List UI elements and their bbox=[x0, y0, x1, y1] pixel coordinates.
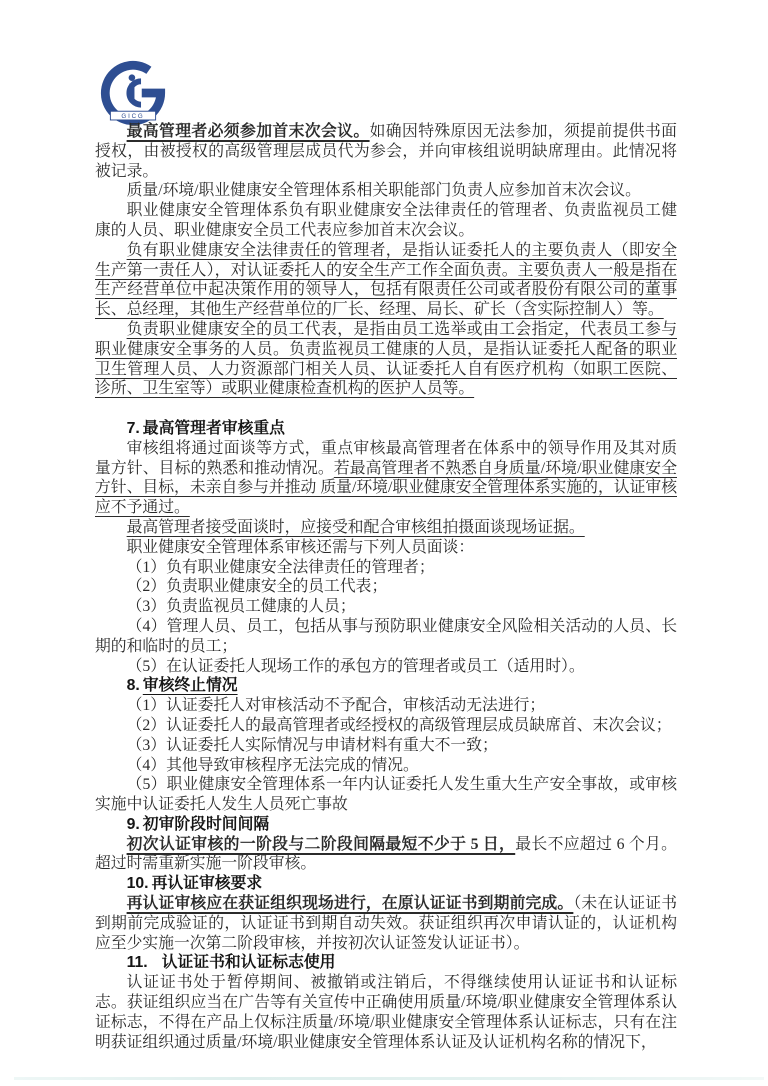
section-title: 最高管理者审核重点 bbox=[142, 419, 285, 437]
section-title: 初审阶段时间间隔 bbox=[142, 815, 270, 833]
underlined-text-run: 最高管理者接受面谈时，应接受和配合审核组拍摄面谈现场证据。 bbox=[126, 518, 585, 536]
gicg-logo-icon bbox=[96, 58, 170, 128]
section-11-heading bbox=[95, 953, 677, 973]
text-run: 如确因特殊原因无法参加，须提前提供书面授权，由被授权的高级管理层成员代为参会，并向审核组说明缺席理由。此情况将被记录。 bbox=[95, 123, 677, 180]
section-number: 8. bbox=[126, 677, 140, 695]
paragraph-top-management-audit-focus bbox=[95, 439, 677, 518]
paragraph-top-management-attendance bbox=[95, 122, 677, 181]
text-run: 审核组将通过面谈等方式，重点审核最高管理者在体系中的领导作用及其对质量方针、目标的熟悉和推动情况。 bbox=[95, 439, 677, 477]
list-item: （3）负责监视员工健康的人员； bbox=[126, 598, 356, 616]
section-number: 11. bbox=[126, 954, 148, 972]
list-item: （3）认证委托人实际情况与申请材料有重大不一致； bbox=[126, 736, 498, 754]
list-item: （4）管理人员、员工，包括从事与预防职业健康安全风险相关活动的人员、长期的和临时的员工； bbox=[95, 617, 677, 655]
scan-artifact-line bbox=[14, 1077, 764, 1080]
logo-i-stem bbox=[129, 84, 134, 102]
paragraph-recertification bbox=[95, 894, 677, 953]
underlined-text-run: 负有职业健康安全法律责任的管理者，是指认证委托人的主要负责人（即安全生产第一责任人），对认证委托人的安全生产工作全面负责。主要负责人一般是指在生产经营单位中起决策作用的领导人，包括有限责任公司或者股份有限公司的董事长、总经理，其他生产经营单位的厂长、经理、局长、矿长（含实际控制人）等。 bbox=[95, 241, 677, 319]
paragraph-interview-evidence bbox=[95, 518, 677, 538]
logo-text: GICG bbox=[121, 113, 145, 121]
gicg-logo bbox=[96, 58, 170, 128]
section-title: 认证证书和认证标志使用 bbox=[161, 954, 336, 972]
paragraph-employee-rep-definition bbox=[95, 320, 677, 399]
underlined-text-run: 若最高管理者不熟悉自身质量/环境/职业健康安全方针、目标，未亲自参与并推动 质量/环境/职业健康安全管理体系实施的，认证审核应不予通过。 bbox=[95, 459, 677, 517]
emphasized-text-run: 再认证审核应在获证组织现场进行，在原认证证书到期前完成。 bbox=[126, 895, 574, 913]
list-item: （1）认证委托人对审核活动不予配合，审核活动无法进行； bbox=[126, 697, 546, 715]
list-item: （4）其他导致审核程序无法完成的情况。 bbox=[126, 756, 419, 774]
emphasized-text-run: 初次认证审核的一阶段与二阶段间隔最短不少于 5 日， bbox=[126, 835, 516, 853]
logo-i-dot bbox=[129, 74, 136, 81]
paragraph-ohs-attendance: 职业健康安全管理体系负有职业健康安全法律责任的管理者、负责监视员工健康的人员、职业健康安全员工代表应参加首末次会议。 bbox=[95, 202, 677, 239]
emphasized-text-run: 最高管理者必须参加首末次会议。 bbox=[126, 123, 370, 140]
section-title: 再认证审核要求 bbox=[151, 875, 263, 893]
list-item: （5）职业健康安全管理体系一年内认证委托人发生重大生产安全事故，或审核实施中认证委托人发生人员死亡事故 bbox=[95, 776, 677, 814]
list-item: （2）负责职业健康安全的员工代表； bbox=[126, 578, 388, 596]
section-number: 9. bbox=[126, 815, 140, 833]
list-item: （2）认证委托人的最高管理者或经授权的高级管理层成员缺席首、末次会议； bbox=[126, 716, 672, 734]
section-8-heading bbox=[95, 676, 677, 696]
paragraph-functional-dept-attendance: 质量/环境/职业健康安全管理体系相关职能部门负责人应参加首末次会议。 bbox=[126, 182, 641, 200]
section-title: 审核终止情况 bbox=[142, 677, 238, 695]
section-number: 7. bbox=[126, 419, 140, 437]
document-content bbox=[95, 122, 677, 1052]
section-10-heading bbox=[95, 874, 677, 894]
text-run: 最长不应超过 6 个月。超过时需重新实施一阶段审核。 bbox=[95, 835, 677, 873]
list-item: （5）在认证委托人现场工作的承包方的管理者或员工（适用时）。 bbox=[126, 657, 585, 675]
text-run: （未在认证证书到期前完成验证的，认证证书到期自动失效。获证组织再次申请认证的，认证机构应至少实施一次第二阶段审核，并按初次认证签发认证证书）。 bbox=[95, 895, 677, 952]
section-7-heading bbox=[95, 419, 677, 439]
paragraph-stage-interval bbox=[95, 835, 677, 875]
paragraph-interview-intro: 职业健康安全管理体系审核还需与下列人员面谈： bbox=[126, 538, 475, 556]
section-9-heading bbox=[95, 815, 677, 835]
section-number: 10. bbox=[126, 875, 149, 893]
list-item: （1）负有职业健康安全法律责任的管理者； bbox=[126, 558, 435, 576]
paragraph-certificate-mark-usage: 认证证书处于暂停期间、被撤销或注销后，不得继续使用认证证书和认证标志。获证组织应当在广告等有关宣传中正确使用质量/环境/职业健康安全管理体系认证标志，不得在产品上仅标注质量/环境/职业健康安全管理体系认证标志，只有在注明获证组织通过质量/环境/职业健康安全管理体系认证及认证机构名称的情况下， bbox=[95, 974, 677, 1051]
underlined-text-run: 负责职业健康安全的员工代表，是指由员工选举或由工会指定，代表员工参与职业健康安全事务的人员。负责监视员工健康的人员，是指认证委托人配备的职业卫生管理人员、人力资源部门相关人员、认证委托人自有医疗机构（如职工医院、诊所、卫生室等）或职业健康检查机构的医护人员等。 bbox=[95, 320, 677, 398]
paragraph-legal-manager-definition bbox=[95, 241, 677, 320]
